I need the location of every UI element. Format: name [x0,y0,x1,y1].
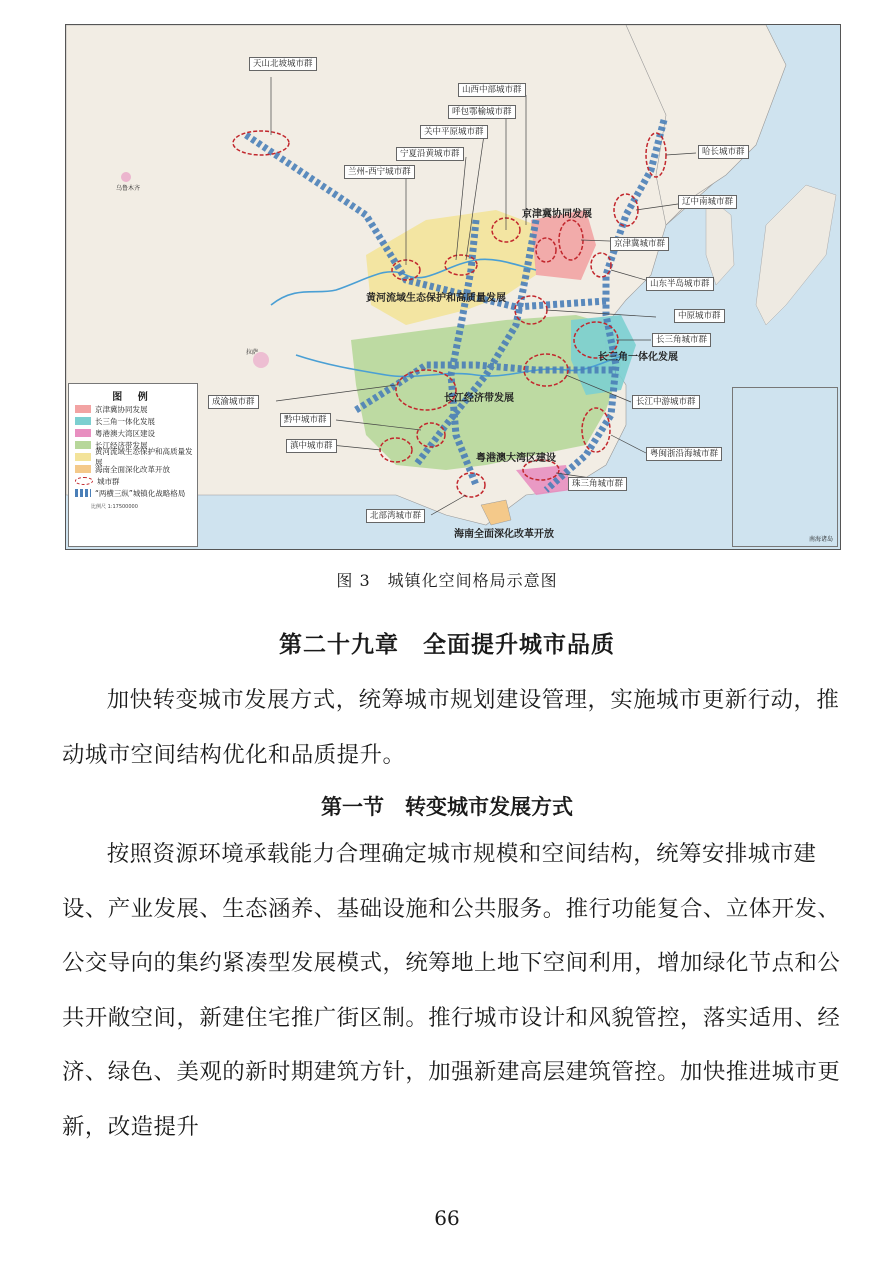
legend-item [75,475,197,487]
legend-label: 粤港澳大湾区建设 [95,428,155,438]
label-yuemin: 粤闽浙沿海城市群 [646,447,722,461]
label-lanxi: 兰州-西宁城市群 [344,165,415,179]
label-dianzhong: 滇中城市群 [286,439,337,453]
chapter-intro-paragraph [62,673,852,782]
label-shanxi: 山西中部城市群 [458,83,526,97]
label-changjiang-zhongyou: 长江中游城市群 [632,395,700,409]
label-hainan-strategy: 海南全面深化改革开放 [454,529,554,540]
label-yuegangao-strategy: 粤港澳大湾区建设 [476,453,556,464]
legend-label: 长江经济带发展 [95,440,148,450]
label-zhusanjiao: 珠三角城市群 [568,477,627,491]
label-shandong: 山东半岛城市群 [646,277,714,291]
paragraph-text: 按照资源环境承载能力合理确定城市规模和空间结构，统筹安排城市建设、产业发展、生态涵养、基础设施和公共服务。推行功能复合、立体开发、公交导向的集约紧凑型发展模式，统筹地上地下空间利用，增加绿化节点和公共开敞空间，新建住宅推广街区制。推行城市设计和风貌管控，落实适用、经济、绿色、美观的新时期建筑方针，加强新建高层建筑管控。加快推进城市更新，改造提升 [62,841,841,1140]
legend-label: 黄河流域生态保护和高质量发展 [95,447,193,467]
label-liaozhongnan: 辽中南城市群 [678,195,737,209]
legend-item [75,427,197,439]
figure-caption: 图 3 城镇化空间格局示意图 [336,571,558,590]
chapter-title: 第二十九章 全面提升城市品质 [279,632,615,658]
label-chengyu: 成渝城市群 [208,395,259,409]
legend-swatch [75,477,93,485]
legend-title: 图 例 [112,392,154,403]
legend-item [75,415,197,427]
label-huanghe-strategy: 黄河流域生态保护和高质量发展 [366,293,506,304]
label-lhasa: 拉萨 [246,349,259,356]
urbanization-map [65,24,841,550]
legend-item [75,447,197,467]
scale-label: 比例尺 1:17500000 [91,504,138,510]
inset-caption: 南海诸岛 [808,536,833,543]
label-guanzhong: 关中平原城市群 [420,125,488,139]
legend-swatch [75,429,91,437]
page-number: 66 [434,1206,460,1230]
legend-label: 城市群 [97,476,120,486]
label-ningxia: 宁夏沿黄城市群 [396,147,464,161]
label-tianshan: 天山北坡城市群 [249,57,317,71]
legend-swatch [75,465,91,473]
legend-swatch [75,417,91,425]
legend-swatch [75,405,91,413]
label-beibuwan: 北部湾城市群 [366,509,425,523]
label-changsanjiao-cluster: 长三角城市群 [652,333,711,347]
legend-label: 京津冀协同发展 [95,404,148,414]
section-title: 第一节 转变城市发展方式 [321,795,573,819]
legend-swatch [75,441,91,449]
legend-label: “两横三纵”城镇化战略格局 [95,488,186,498]
label-changsanjiao-strategy: 长三角一体化发展 [598,352,678,363]
legend-swatch [75,453,91,461]
legend-item [75,487,197,499]
legend-swatch [75,489,91,497]
south-china-sea-inset [732,387,838,547]
legend-item [75,403,197,415]
label-changjiang-strategy: 长江经济带发展 [444,393,514,404]
label-zhongyuan: 中原城市群 [674,309,725,323]
map-legend [68,383,198,547]
label-jingjinji-strategy: 京津冀协同发展 [522,209,592,220]
legend-rows [69,403,197,499]
section-body-paragraph [62,827,852,1154]
urumqi-marker [121,172,131,182]
label-hubao: 呼包鄂榆城市群 [448,105,516,119]
label-haerbin: 哈长城市群 [698,145,749,159]
label-urumqi: 乌鲁木齐 [116,185,141,192]
paragraph-text: 加快转变城市发展方式，统筹城市规划建设管理，实施城市更新行动，推动城市空间结构优化和品质提升。 [62,687,840,768]
inset-graphic [733,388,841,550]
legend-label: 海南全面深化改革开放 [95,464,170,474]
legend-label: 长三角一体化发展 [95,416,155,426]
label-jingjinji-cluster: 京津冀城市群 [610,237,669,251]
label-qianzhong: 黔中城市群 [280,413,331,427]
